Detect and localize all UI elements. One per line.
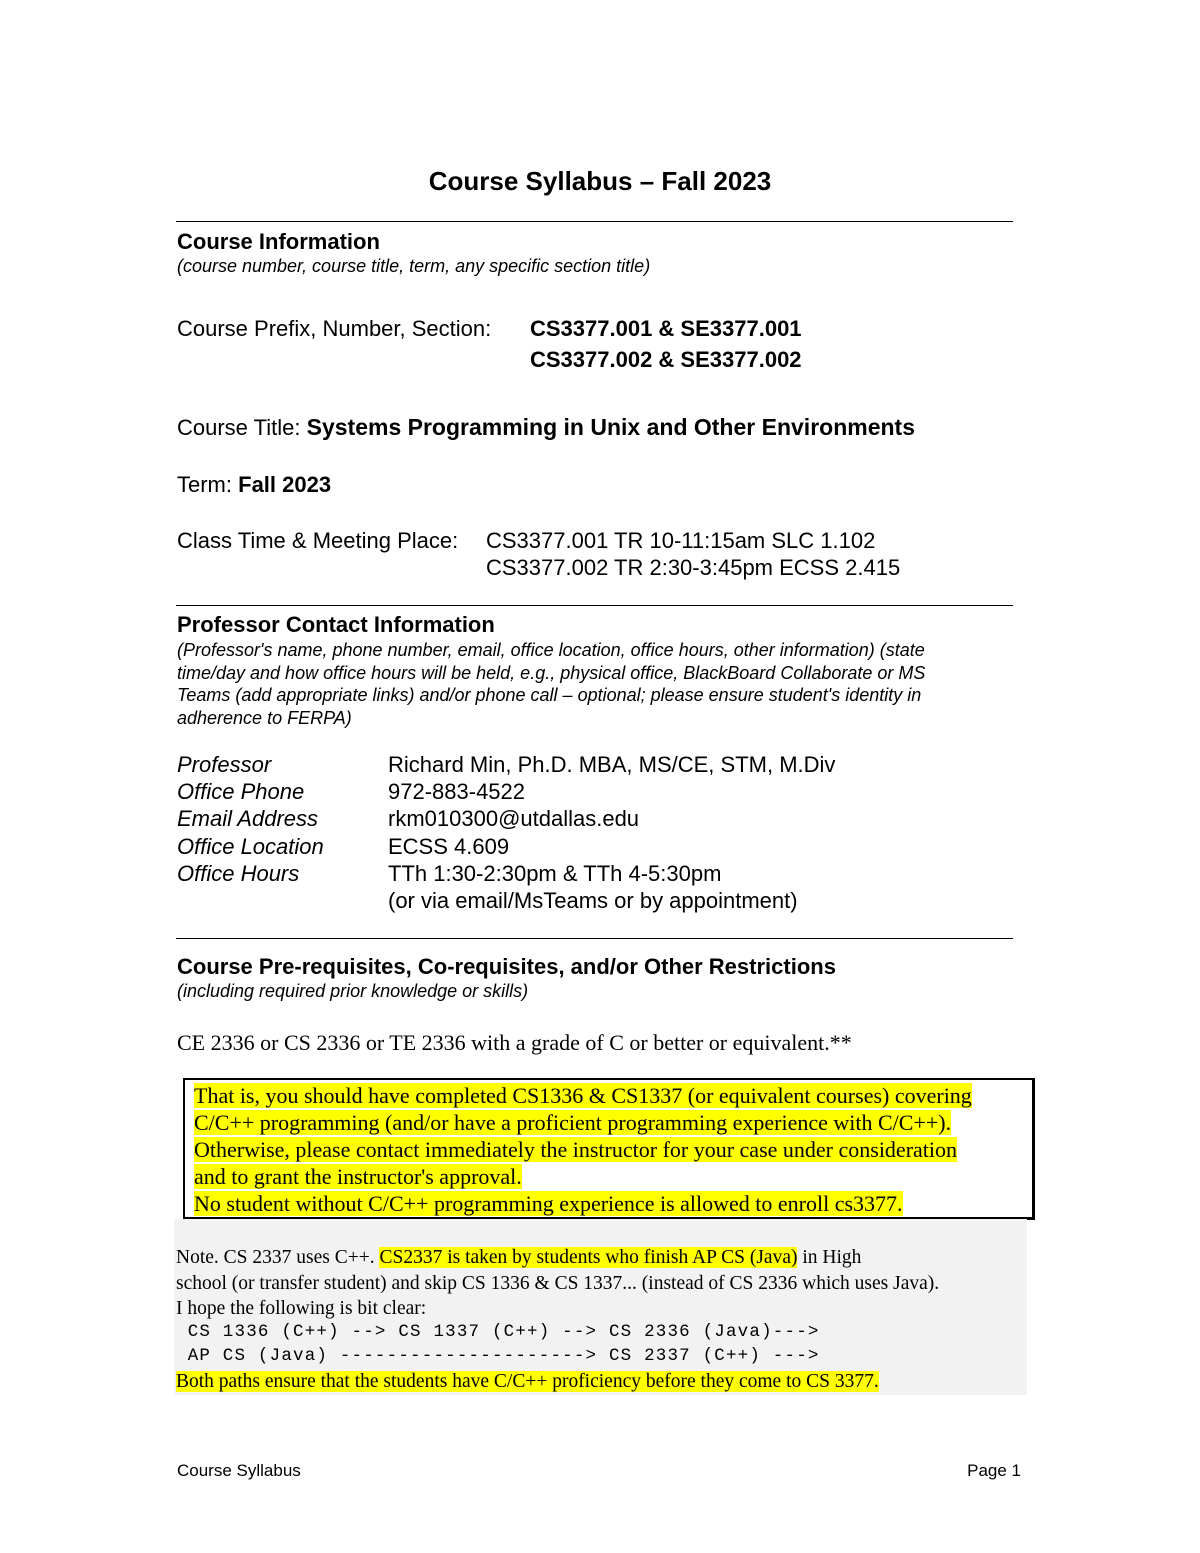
callout-line (194, 1110, 951, 1136)
class-time-label: Class Time & Meeting Place: (177, 528, 459, 553)
email-value: rkm010300@utdallas.edu (388, 806, 640, 831)
course-title-row (177, 414, 915, 441)
term-row (177, 472, 331, 498)
course-info-heading: Course Information (177, 229, 380, 254)
email-label: Email Address (177, 806, 319, 831)
note-post: in High (797, 1247, 862, 1268)
professor-label: Professor (177, 752, 272, 777)
divider (176, 605, 1013, 606)
professor-note-line: (Professor's name, phone number, email, office location, office hours, other information) (state (177, 640, 925, 660)
office-location-label: Office Location (177, 834, 324, 859)
prereq-requirement: CE 2336 or CS 2336 or TE 2336 with a grade of C or better or equivalent.** (177, 1030, 852, 1055)
note-line-1 (176, 1247, 861, 1269)
office-phone-value: 972-883-4522 (388, 779, 526, 804)
office-hours-value: TTh 1:30-2:30pm & TTh 4-5:30pm (388, 861, 722, 886)
note-final-line (176, 1371, 879, 1393)
callout-line-text: C/C++ programming (and/or have a proficient programming experience with C/C++). (194, 1110, 952, 1135)
note-line-2: school (or transfer student) and skip CS 1336 & CS 1337... (instead of CS 2336 which uses Java). (176, 1273, 940, 1294)
term-label: Term: (177, 472, 232, 497)
note-line-3: I hope the following is bit clear: (176, 1298, 427, 1319)
code-line-2: AP CS (Java) ---------------------> CS 2337 (C++) ---> (176, 1346, 820, 1366)
note-final-text: Both paths ensure that the students have C/C++ proficiency before they come to CS 3377. (176, 1371, 879, 1392)
office-location-value: ECSS 4.609 (388, 834, 510, 859)
note-pre: Note. CS 2337 uses C++. (176, 1247, 380, 1268)
callout-line-text: That is, you should have completed CS1336 & CS1337 (or equivalent courses) covering (194, 1083, 972, 1108)
class-time-line-1: CS3377.001 TR 10-11:15am SLC 1.102 (486, 528, 876, 553)
prereq-heading: Course Pre-requisites, Co-requisites, and/or Other Restrictions (177, 954, 836, 979)
course-title-label: Course Title: (177, 415, 301, 440)
callout-line (194, 1083, 972, 1109)
professor-heading: Professor Contact Information (177, 612, 495, 637)
class-time-line-2: CS3377.002 TR 2:30-3:45pm ECSS 2.415 (486, 555, 901, 580)
prereq-note: (including required prior knowledge or skills) (177, 981, 529, 1001)
professor-note-line: time/day and how office hours will be held, e.g., physical office, BlackBoard Collaborate or MS (177, 662, 926, 683)
professor-note-line: adherence to FERPA) (177, 707, 352, 728)
professor-note-line: Teams (add appropriate links) and/or phone call – optional; please ensure student's identity in (177, 685, 922, 705)
note-highlight: CS2337 is taken by students who finish AP CS (Java) (379, 1247, 798, 1268)
professor-note (177, 639, 925, 729)
course-info-note: (course number, course title, term, any specific section title) (177, 256, 651, 276)
office-phone-label: Office Phone (177, 779, 305, 804)
page-title: Course Syllabus – Fall 2023 (428, 166, 772, 196)
prefix-line-2: CS3377.002 & SE3377.002 (530, 347, 802, 372)
office-hours-extra: (or via email/MsTeams or by appointment) (388, 888, 798, 913)
office-hours-label: Office Hours (177, 861, 300, 886)
callout-line-text: and to grant the instructor's approval. (194, 1164, 522, 1189)
footer-page-number: Page 1 (967, 1461, 1021, 1480)
callout-line (194, 1191, 903, 1217)
divider (176, 938, 1013, 939)
professor-name: Richard Min, Ph.D. MBA, MS/CE, STM, M.Div (388, 752, 836, 777)
callout-line-text: No student without C/C++ programming experience is allowed to enroll cs3377. (194, 1191, 903, 1216)
divider (176, 221, 1013, 222)
prefix-label: Course Prefix, Number, Section: (177, 316, 492, 341)
term-value: Fall 2023 (238, 472, 332, 497)
course-title-value: Systems Programming in Unix and Other Environments (306, 414, 915, 440)
callout-line-text: Otherwise, please contact immediately the instructor for your case under consideration (194, 1137, 958, 1162)
callout-line (194, 1137, 957, 1163)
footer-left: Course Syllabus (177, 1461, 301, 1480)
prefix-line-1: CS3377.001 & SE3377.001 (530, 316, 802, 341)
callout-line (194, 1164, 522, 1190)
code-line-1: CS 1336 (C++) --> CS 1337 (C++) --> CS 2336 (Java)---> (176, 1322, 820, 1342)
